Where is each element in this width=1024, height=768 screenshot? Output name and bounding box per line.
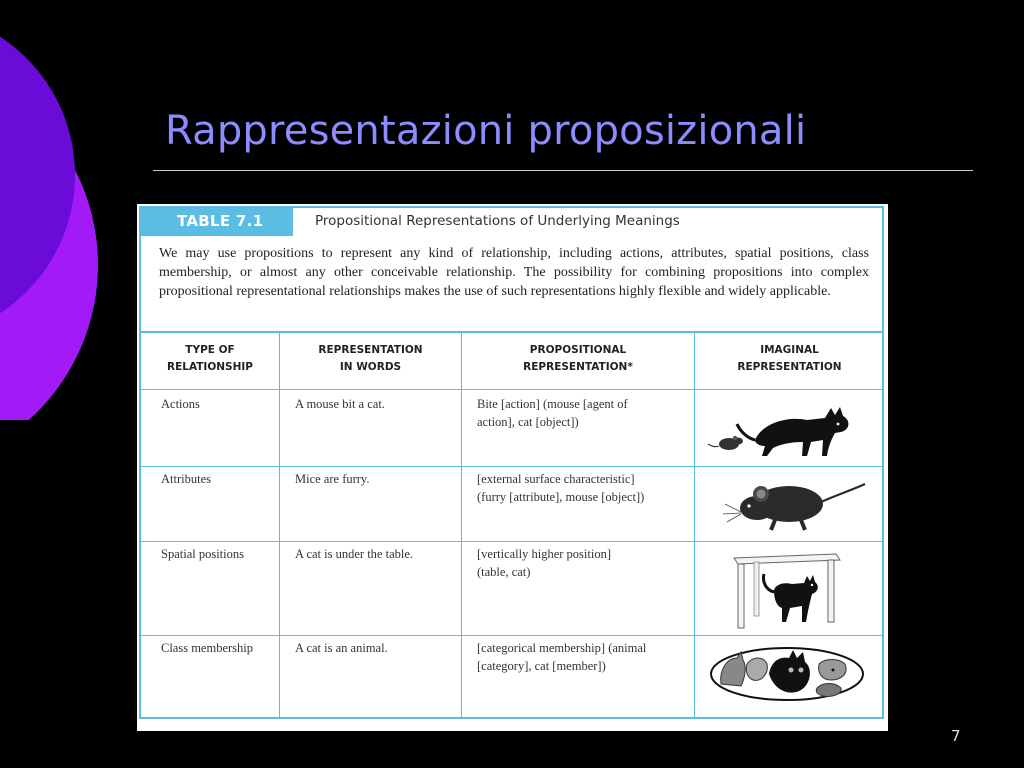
cat-under-table-image	[732, 550, 842, 630]
row-type-attributes: Attributes	[161, 472, 211, 486]
row-propositional-attributes: [external surface characteristic] (furry [attribute], mouse [object])	[477, 472, 645, 504]
table-number-label: TABLE 7.1	[139, 206, 293, 236]
mouse-and-cat-image	[707, 394, 867, 462]
title-divider	[153, 170, 973, 171]
animal-category-image	[707, 644, 867, 704]
row-propositional-class-membership: [categorical membership] (animal [category], cat [member])	[477, 641, 647, 673]
decorative-circles	[0, 0, 120, 420]
table-header-bar	[139, 206, 880, 236]
description-divider	[139, 331, 884, 333]
row-type-class-membership: Class membership	[161, 641, 254, 655]
row-divider	[139, 389, 884, 390]
row-propositional-actions: Bite [action] (mouse [agent of action], cat [object])	[477, 397, 628, 429]
column-divider	[694, 333, 695, 717]
row-words-spatial-positions: A cat is under the table.	[295, 547, 414, 561]
page-number: 7	[951, 727, 961, 745]
row-propositional-spatial-positions: [vertically higher position] (table, cat)	[477, 547, 611, 579]
column-header-words: REPRESENTATION IN WORDS	[318, 344, 423, 373]
row-type-actions: Actions	[161, 397, 200, 411]
column-divider	[279, 333, 280, 717]
column-header-type: TYPE OF RELATIONSHIP	[167, 344, 253, 373]
row-words-actions: A mouse bit a cat.	[295, 397, 385, 411]
furry-mouse-image	[717, 472, 867, 536]
column-divider	[461, 333, 462, 717]
slide-title: Rappresentazioni proposizionali	[165, 108, 807, 154]
row-divider	[139, 541, 884, 542]
column-header-imaginal: IMAGINAL REPRESENTATION	[737, 344, 842, 373]
column-header-propositional: PROPOSITIONAL REPRESENTATION*	[523, 344, 633, 373]
row-words-attributes: Mice are furry.	[295, 472, 370, 486]
table-description: We may use propositions to represent any kind of relationship, including actions, attributes, spatial positions, class membership, or almost any other conceivable relationship. The possibility for combining propositions into complex propositional representational relationships makes the use of such representations highly flexible and widely applicable.	[159, 246, 869, 300]
row-type-spatial-positions: Spatial positions	[161, 547, 244, 561]
row-words-class-membership: A cat is an animal.	[295, 641, 388, 655]
row-divider	[139, 466, 884, 467]
row-divider	[139, 635, 884, 636]
table-figure	[137, 204, 888, 731]
table-caption: Propositional Representations of Underlying Meanings	[315, 213, 680, 229]
